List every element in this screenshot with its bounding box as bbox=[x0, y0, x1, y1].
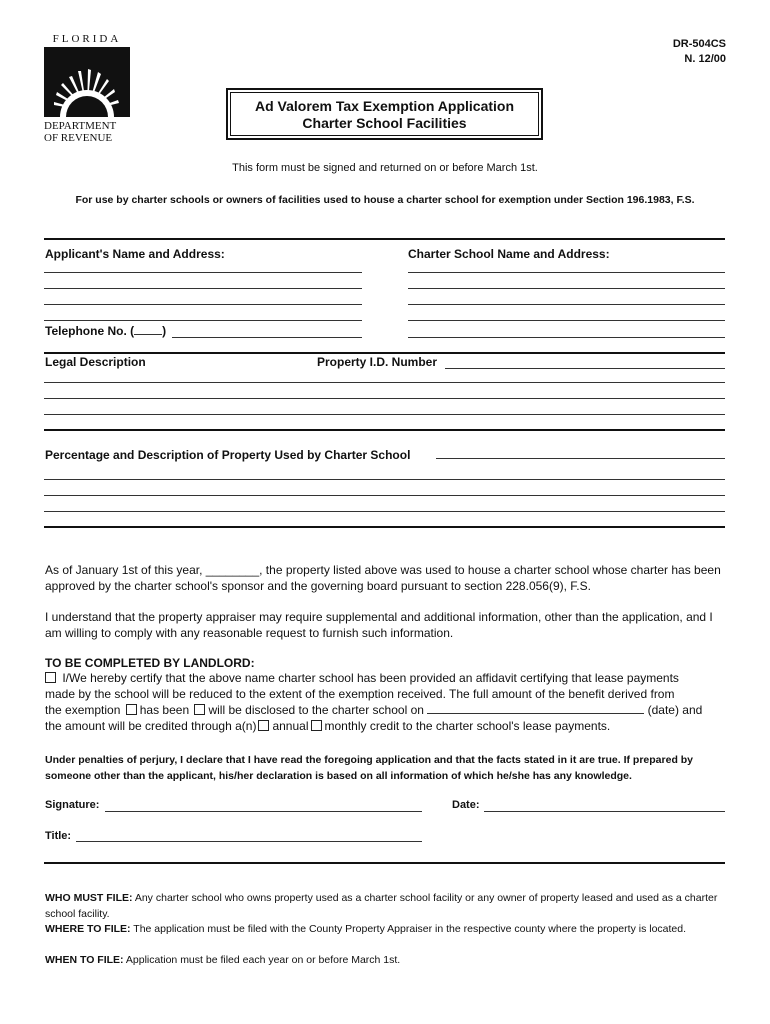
landlord-line-2: made by the school will be reduced to the extent of the exemption received. The full amount of the benefit derived from bbox=[45, 687, 675, 701]
charter-school-label: Charter School Name and Address: bbox=[408, 247, 610, 261]
date-label: Date: bbox=[452, 799, 480, 811]
perjury-declaration: Under penalties of perjury, I declare that I have read the foregoing application and that the facts stated in it are true. If prepared by someone other than the applicant, his/her declaration is based on all information of which he/she has any knowledge. bbox=[45, 754, 694, 782]
annual-text: annual bbox=[272, 719, 309, 733]
has-been-text: has been bbox=[139, 703, 190, 717]
logo-state-name: FLORIDA bbox=[52, 33, 122, 45]
charter-address-line-5[interactable] bbox=[408, 337, 725, 338]
annual-checkbox[interactable] bbox=[258, 720, 269, 731]
section-divider bbox=[44, 526, 725, 528]
section-divider bbox=[44, 429, 725, 431]
disclosure-date-field[interactable] bbox=[427, 703, 644, 714]
form-revision: N. 12/00 bbox=[684, 53, 726, 65]
percentage-field[interactable] bbox=[436, 458, 725, 459]
property-id-label: Property I.D. Number bbox=[317, 355, 438, 369]
charter-address-line-1[interactable] bbox=[408, 272, 725, 273]
area-code-field[interactable] bbox=[134, 324, 162, 335]
exemption-text: the exemption bbox=[45, 703, 121, 717]
logo-department-line1: DEPARTMENT bbox=[44, 120, 117, 132]
when-to-file bbox=[45, 953, 727, 969]
applicant-address-line-2[interactable] bbox=[44, 288, 362, 289]
title-label: Title: bbox=[45, 830, 72, 842]
legal-description-label: Legal Description bbox=[45, 355, 146, 369]
telephone-field[interactable] bbox=[172, 337, 362, 338]
section-divider bbox=[44, 352, 725, 354]
percentage-line-2[interactable] bbox=[44, 495, 725, 496]
legal-description-line-2[interactable] bbox=[44, 398, 725, 399]
sunburst-icon bbox=[44, 47, 130, 117]
landlord-line-1 bbox=[45, 671, 679, 685]
charter-address-line-4[interactable] bbox=[408, 320, 725, 321]
landlord-line-4 bbox=[45, 719, 610, 733]
landlord-certify-checkbox[interactable] bbox=[45, 672, 56, 683]
title-field[interactable] bbox=[76, 841, 422, 842]
appraiser-paragraph: I understand that the property appraiser may require supplemental and additional information, other than the application, and I am willing to comply with any reasonable request to furnish such information. bbox=[45, 610, 713, 640]
form-code: DR-504CS bbox=[672, 38, 726, 50]
title-box bbox=[226, 88, 543, 140]
deadline-note: This form must be signed and returned on or before March 1st. bbox=[232, 162, 538, 174]
percentage-label: Percentage and Description of Property Used by Charter School bbox=[45, 448, 411, 462]
charter-address-line-3[interactable] bbox=[408, 304, 725, 305]
where-to-file bbox=[45, 922, 727, 938]
legal-description-line-1[interactable] bbox=[44, 382, 725, 383]
section-divider bbox=[44, 862, 725, 864]
applicant-address-line-1[interactable] bbox=[44, 272, 362, 273]
florida-dor-logo bbox=[44, 33, 130, 145]
will-be-text: will be disclosed to the charter school on bbox=[208, 703, 424, 717]
where-to-file-label: WHERE TO FILE: bbox=[45, 923, 131, 935]
landlord-heading: TO BE COMPLETED BY LANDLORD: bbox=[45, 656, 255, 670]
date-and-text: (date) and bbox=[647, 703, 703, 717]
applicant-address-line-4[interactable] bbox=[44, 320, 362, 321]
telephone-open: Telephone No. ( bbox=[45, 324, 135, 338]
charter-address-line-2[interactable] bbox=[408, 288, 725, 289]
monthly-text: monthly credit to the charter school's lease payments. bbox=[324, 719, 611, 733]
monthly-checkbox[interactable] bbox=[311, 720, 322, 731]
certification-paragraph: As of January 1st of this year, ________, the property listed above was used to house a charter school whose charter has been approved by the charter school's sponsor and the governing board pursuant to section 228.056(9), F.S. bbox=[45, 563, 721, 593]
legal-description-line-3[interactable] bbox=[44, 414, 725, 415]
who-must-file bbox=[45, 891, 727, 922]
who-must-file-text: Any charter school who owns property used as a charter school facility or any owner of property leased and used as a charter school facility. bbox=[45, 892, 718, 920]
logo-department-line2: OF REVENUE bbox=[44, 132, 113, 144]
date-field[interactable] bbox=[484, 811, 725, 812]
percentage-line-1[interactable] bbox=[44, 479, 725, 480]
signature-label: Signature: bbox=[45, 799, 100, 811]
will-be-checkbox[interactable] bbox=[194, 704, 205, 715]
telephone-label bbox=[45, 324, 166, 338]
who-must-file-label: WHO MUST FILE: bbox=[45, 892, 133, 904]
credited-text: the amount will be credited through a(n) bbox=[45, 719, 257, 733]
form-title: Ad Valorem Tax Exemption Application bbox=[254, 98, 515, 114]
form-subtitle: Charter School Facilities bbox=[302, 115, 467, 131]
landlord-line-1-text: I/We hereby certify that the above name charter school has been provided an affidavit certifying that lease payments bbox=[62, 671, 679, 685]
percentage-line-3[interactable] bbox=[44, 511, 725, 512]
when-to-file-text: Application must be filed each year on or before March 1st. bbox=[125, 954, 401, 966]
applicant-label: Applicant's Name and Address: bbox=[45, 247, 225, 261]
signature-field[interactable] bbox=[105, 811, 422, 812]
use-note: For use by charter schools or owners of facilities used to house a charter school for exemption under Section 196.1983, F.S. bbox=[75, 194, 695, 206]
property-id-field[interactable] bbox=[445, 368, 725, 369]
section-divider bbox=[44, 238, 725, 240]
telephone-close: ) bbox=[162, 324, 167, 338]
when-to-file-label: WHEN TO FILE: bbox=[45, 954, 124, 966]
where-to-file-text: The application must be filed with the County Property Appraiser in the respective county where the property is located. bbox=[133, 923, 687, 935]
landlord-line-3 bbox=[45, 703, 702, 717]
has-been-checkbox[interactable] bbox=[126, 704, 137, 715]
applicant-address-line-3[interactable] bbox=[44, 304, 362, 305]
